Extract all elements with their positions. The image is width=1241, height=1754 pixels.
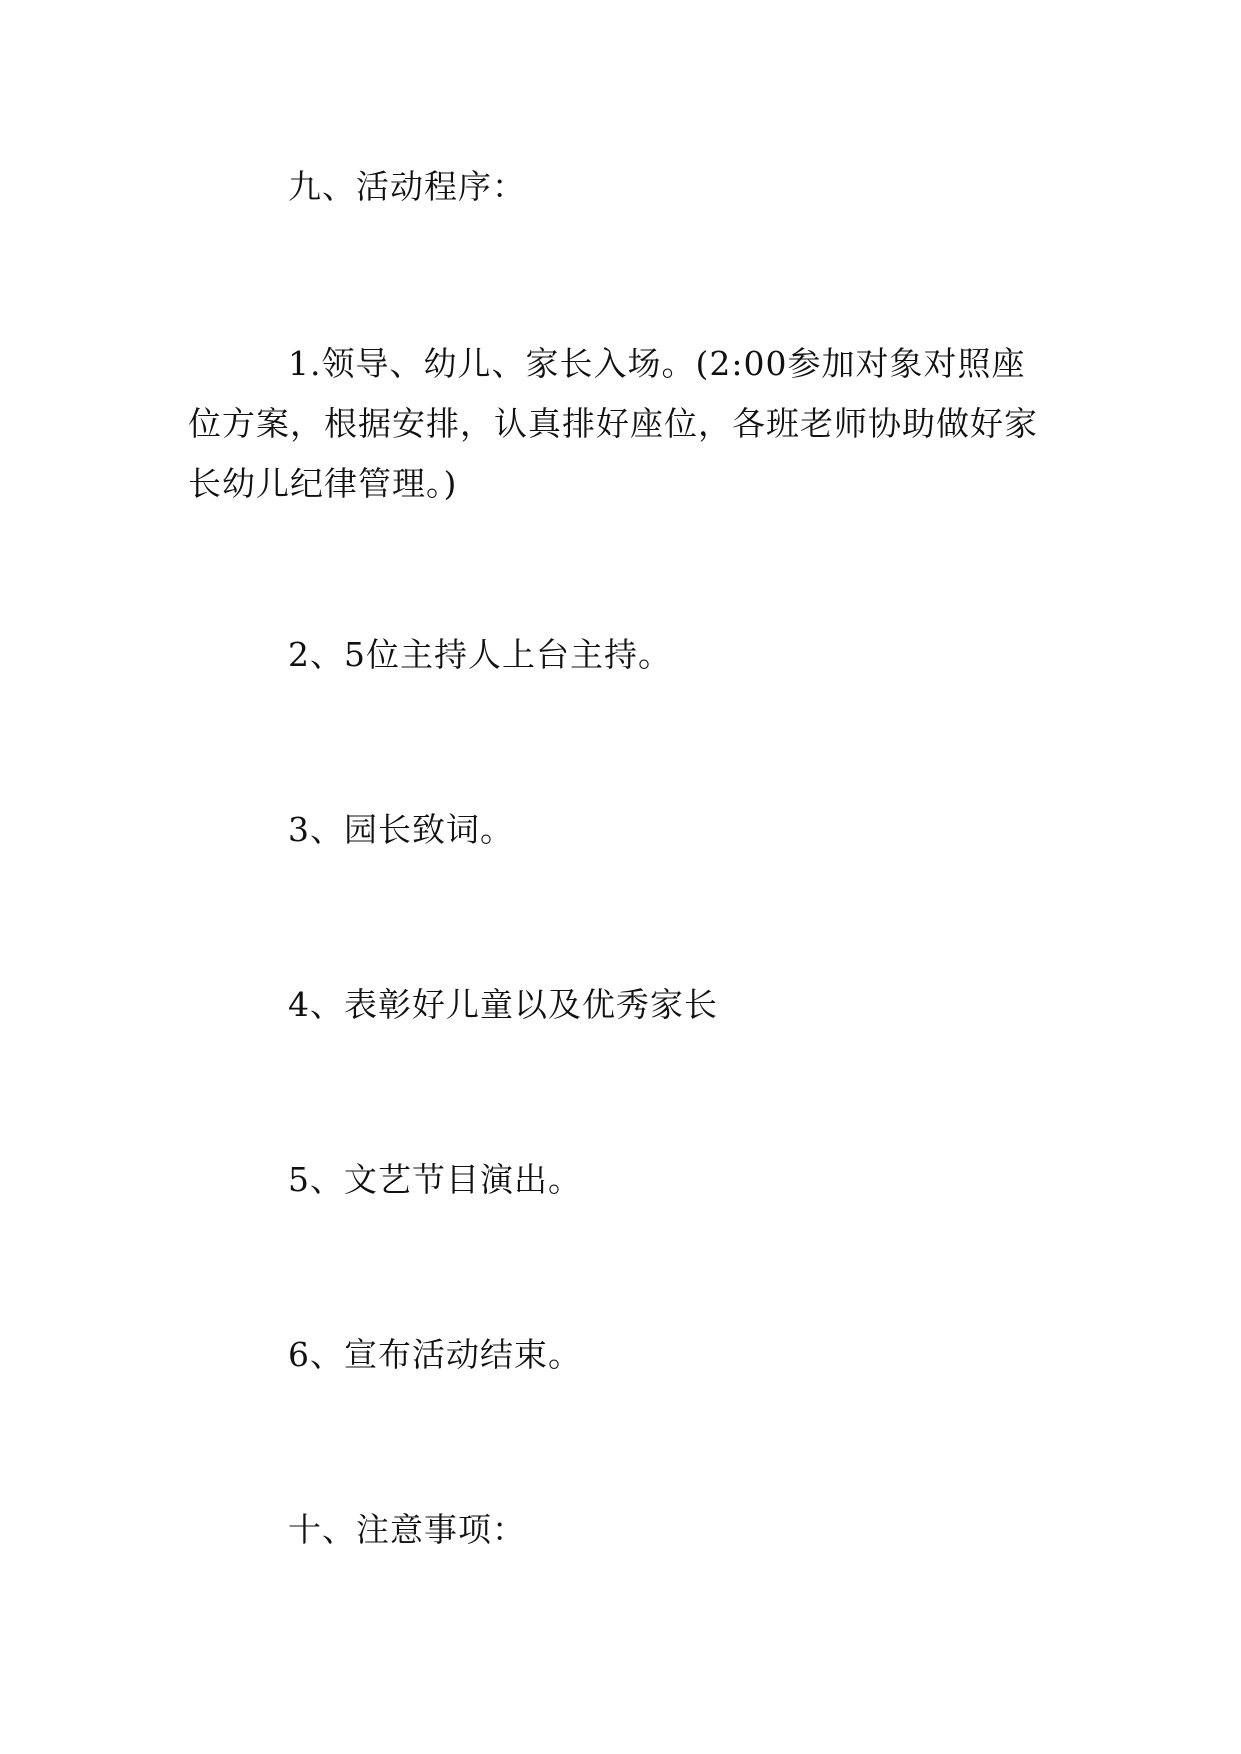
procedure-item-5: 5、文艺节目演出。 bbox=[288, 1160, 582, 1199]
procedure-item-3: 3、园长致词。 bbox=[288, 810, 514, 849]
section-heading-activity-procedure: 九、活动程序： bbox=[288, 167, 526, 206]
procedure-item-6: 6、宣布活动结束。 bbox=[288, 1335, 582, 1374]
procedure-item-4: 4、表彰好儿童以及优秀家长 bbox=[288, 985, 718, 1024]
section-heading-notes: 十、注意事项： bbox=[288, 1510, 526, 1549]
procedure-item-1: 1.领导、幼儿、家长入场。(2:00参加对象对照座位方案，根据安排，认真排好座位，各班老师协助做好家长幼儿纪律管理。) bbox=[188, 344, 1038, 503]
procedure-item-2: 2、5位主持人上台主持。 bbox=[288, 635, 672, 674]
